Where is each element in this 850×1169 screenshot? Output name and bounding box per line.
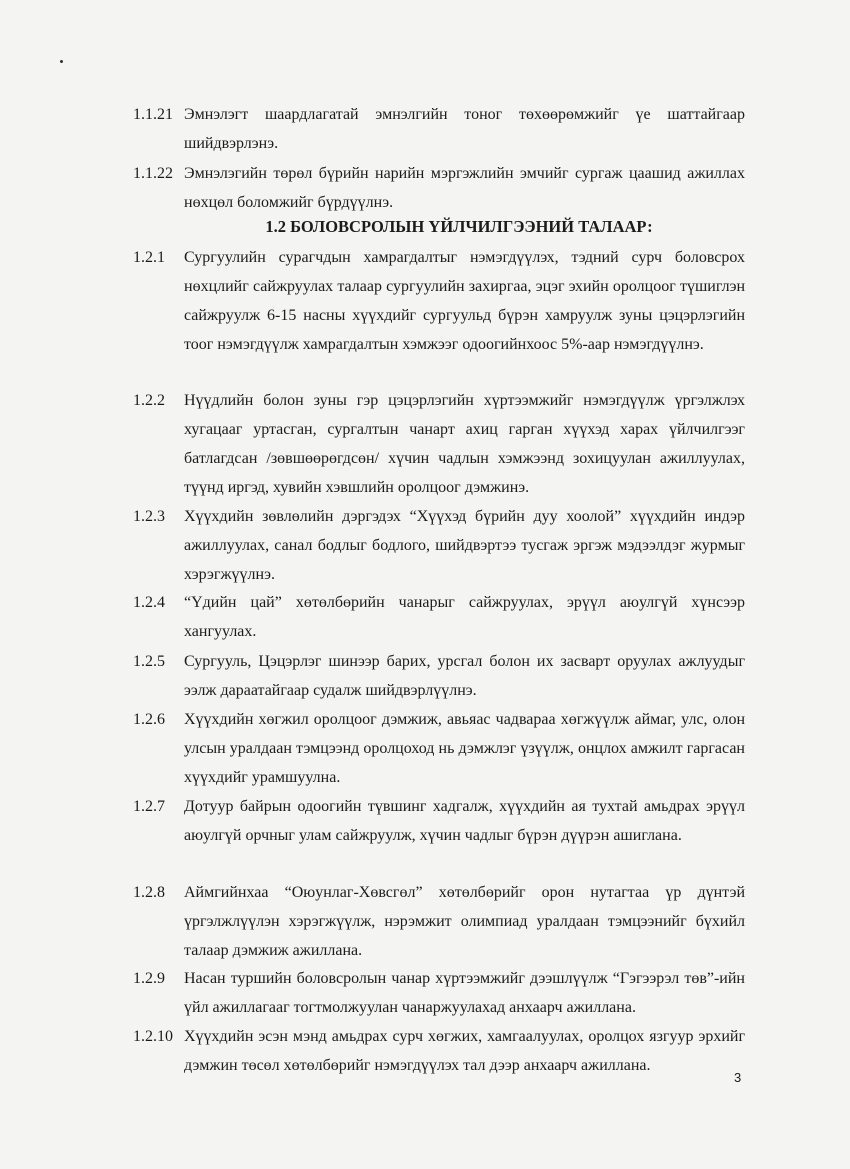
item-number: 1.2.5 [133,653,165,670]
item-text: Эмнэлэгт шаардлагатай эмнэлгийн тоног төхөөрөмжийг үе шаттайгаар шийдвэрлэнэ. [184,106,745,152]
item-number: 1.1.21 [133,106,173,123]
item-number: 1.2.10 [133,1028,173,1045]
item-text: Аймгийнхаа “Оюунлаг-Хөвсгөл” хөтөлбөрийг орон нутагтаа үр дүнтэй үргэлжлүүлэн хэрэгжүүлж, нэрэмжит олимпиад уралдаан тэмцээнийг бүхийл талаар дэмжиж ажиллана. [184,884,745,959]
item-text: Сургуулийн сурагчдын хамрагдалтыг нэмэгдүүлэх, тэдний сурч боловсрох нөхцлийг сайжруулах талаар сургуулийн захиргаа, эцэг эхийн оролцоог түшиглэн сайжруулж 6-15 насны хүүхдийг сургуульд бүрэн хамруулж зуны цэцэрлэгийн тоог нэмэгдүүлж хамрагдалтын хэмжээг одоогийнхоос 5%-аар нэмэгдүүлнэ. [184,249,745,353]
list-item [133,502,745,589]
list-item [133,1022,745,1080]
item-text: Хүүхдийн эсэн мэнд амьдрах сурч хөгжих, хамгаалуулах, оролцох язгуур эрхийг дэмжин төсөл хөтөлбөрийг нэмэгдүүлэх тал дээр анхаарч ажиллана. [184,1028,745,1074]
item-text: Насан туршийн боловсролын чанар хүртээмжийг дээшлүүлж “Гэгээрэл төв”-ийн үйл ажиллагааг тогтмолжуулан чанаржуулахад анхаарч ажиллана. [184,970,745,1016]
item-number: 1.2.3 [133,508,165,525]
item-number: 1.2.9 [133,970,165,987]
item-text: Эмнэлэгийн төрөл бүрийн нарийн мэргэжлийн эмчийг сургаж цаашид ажиллах нөхцөл боломжийг бүрдүүлнэ. [184,165,745,211]
item-number: 1.2.2 [133,392,165,409]
scan-speck [60,60,63,63]
list-item [133,588,745,646]
item-text: Хүүхдийн хөгжил оролцоог дэмжиж, авьяас чадвараа хөгжүүлж аймаг, улс, олон улсын уралдаан тэмцээнд оролцоход нь дэмжлэг үзүүлж, онцлох амжилт гаргасан хүүхдийг урамшуулна. [184,711,745,786]
list-item [133,705,745,792]
list-item [133,792,745,850]
page-number: 3 [734,1070,742,1085]
item-number: 1.2.4 [133,594,165,611]
section-heading: 1.2 БОЛОВСРОЛЫН ҮЙЛЧИЛГЭЭНИЙ ТАЛААР: [265,217,653,236]
item-text: Дотуур байрын одоогийн түвшинг хадгалж, хүүхдийн ая тухтай амьдрах эрүүл аюулгүй орчныг улам сайжруулж, хүчин чадлыг бүрэн дүүрэн ашиглана. [184,798,745,844]
item-text: Нүүдлийн болон зуны гэр цэцэрлэгийн хүртээмжийг нэмэгдүүлж үргэлжлэх хугацааг уртасган, сургалтын чанарт ахиц гарган хүүхэд харах үйлчилгээг батлагдсан /зөвшөөрөгдсөн/ хүчин чадлын хэмжээнд зохицуулан ажиллуулах, түүнд иргэд, хувийн хэвшлийн оролцоог дэмжинэ. [184,392,745,496]
list-item [133,878,745,965]
item-text: Сургууль, Цэцэрлэг шинээр барих, урсгал болон их засварт оруулах ажлуудыг ээлж дараатайгаар судалж шийдвэрлүүлнэ. [184,653,745,699]
list-item [133,647,745,705]
item-text: “Үдийн цай” хөтөлбөрийн чанарыг сайжруулах, эрүүл аюулгүй хүнсээр хангуулах. [184,594,745,640]
item-number: 1.2.6 [133,711,165,728]
list-item [133,964,745,1022]
item-number: 1.1.22 [133,165,173,182]
list-item [133,243,745,359]
list-item [133,100,745,158]
item-number: 1.2.1 [133,249,165,266]
item-number: 1.2.7 [133,798,165,815]
item-text: Хүүхдийн зөвлөлийн дэргэдэх “Хүүхэд бүрийн дуу хоолой” хүүхдийн индэр ажиллуулах, санал бодлыг бодлого, шийдвэртээ тусгаж эргэж мэдээлдэг журмыг хэрэгжүүлнэ. [184,508,745,583]
list-item [133,159,745,217]
item-number: 1.2.8 [133,884,165,901]
list-item [133,386,745,502]
